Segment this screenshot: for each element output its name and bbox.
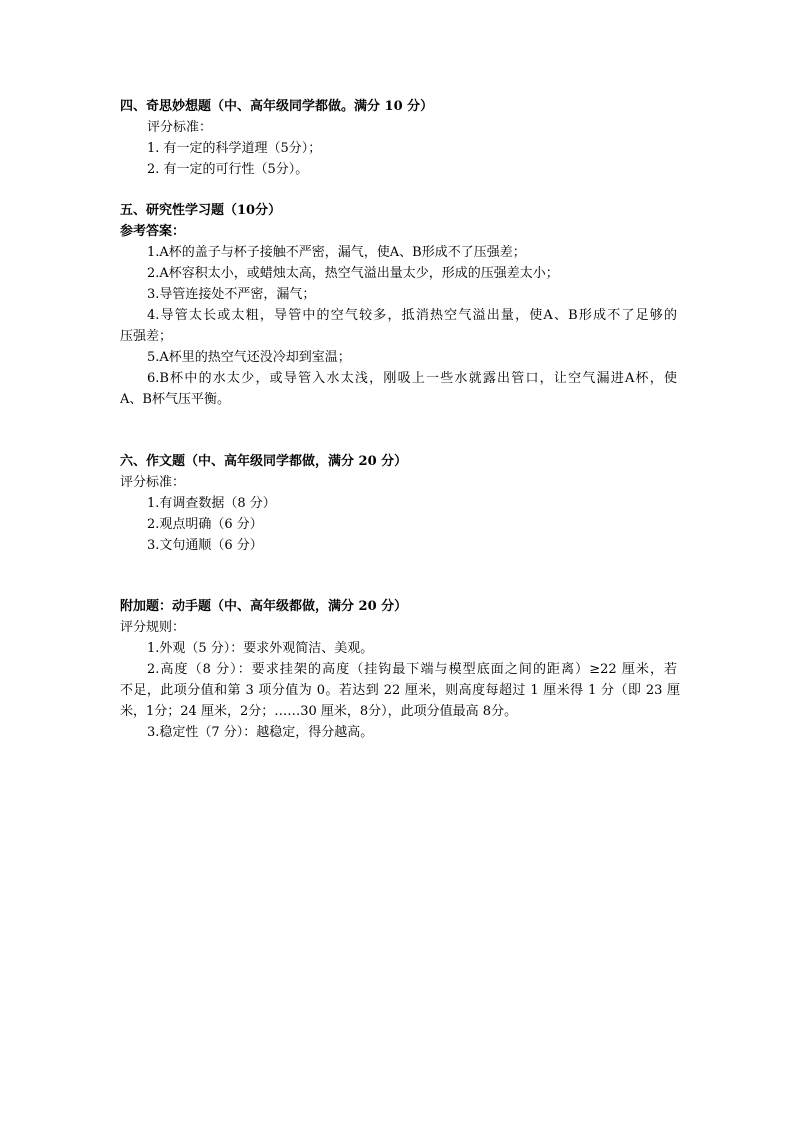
bonus-heading: 附加题：动手题（中、高年级都做，满分 20 分） (120, 599, 408, 614)
section-6-item: 2.观点明确（6 分） (147, 517, 263, 532)
section-5-item: 4.导管太长或太粗，导管中的空气较多，抵消热空气溢出量，使A、B形成不了足够的 (147, 308, 677, 323)
section-5-item-continued: A、B杯气压平衡。 (120, 392, 230, 407)
section-5-heading: 五、研究性学习题（10分） (120, 203, 282, 218)
section-5-answer-label: 参考答案： (120, 224, 186, 239)
section-4-heading: 四、奇思妙想题（中、高年级同学都做。满分 10 分） (120, 99, 434, 114)
section-6-item: 3.文句通顺（6 分） (147, 538, 263, 553)
section-4-item: 2. 有一定的可行性（5分）。 (147, 162, 309, 177)
bonus-item: 3.稳定性（7 分）：越稳定，得分越高。 (147, 725, 374, 740)
section-5-item-continued: 压强差； (120, 329, 173, 344)
section-6-heading: 六、作文题（中、高年级同学都做，满分 20 分） (120, 454, 408, 469)
section-5-item: 5.A杯里的热空气还没冷却到室温； (147, 350, 351, 365)
bonus-item-continued: 不足，此项分值和第 3 项分值为 0。若达到 22 厘米，则高度每超过 1 厘米得 1 分（即 23 厘 (120, 683, 680, 698)
bonus-item: 1.外观（5 分）：要求外观简洁、美观。 (147, 641, 374, 656)
bonus-rules-label: 评分规则： (120, 620, 186, 635)
section-5-item: 3.导管连接处不严密，漏气； (147, 287, 316, 302)
section-4-item: 1. 有一定的科学道理（5分）； (147, 141, 322, 156)
bonus-item-continued: 米，1分；24 厘米，2分；……30 厘米，8分），此项分值最高 8分。 (120, 704, 518, 719)
section-6-item: 1.有调查数据（8 分） (147, 496, 276, 511)
section-5-item: 6.B杯中的水太少，或导管入水太浅，刚吸上一些水就露出管口，让空气漏进A杯，使 (147, 371, 677, 386)
section-5-item: 2.A杯容积太小，或蜡烛太高，热空气溢出量太少，形成的压强差太小； (147, 266, 559, 281)
section-5-item: 1.A杯的盖子与杯子接触不严密，漏气，使A、B形成不了压强差； (147, 245, 526, 260)
section-6-criteria-label: 评分标准： (120, 475, 186, 490)
bonus-item: 2.高度（8 分）：要求挂架的高度（挂钩最下端与模型底面之间的距离）≥22 厘米，若 (147, 662, 677, 677)
section-4-criteria-label: 评分标准： (147, 120, 213, 135)
